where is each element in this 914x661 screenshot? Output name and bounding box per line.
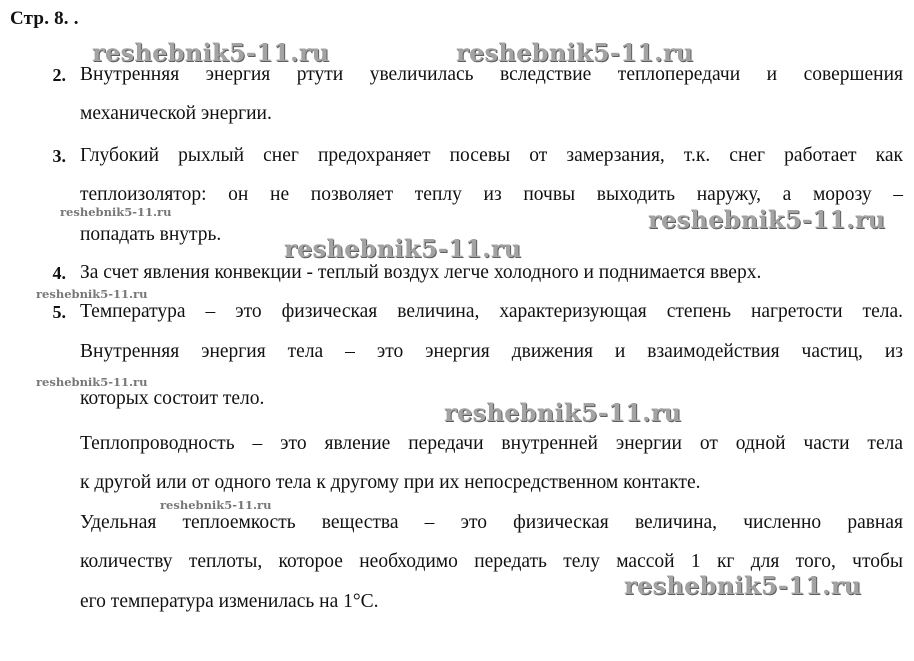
item-line: механической энергии. xyxy=(80,103,272,124)
watermark-large: reshebnik5-11.ru xyxy=(624,571,862,600)
item-line: количеству теплоты, которое необходимо передать телу массой 1 кг для того, чтобы xyxy=(80,551,903,572)
watermark-large: reshebnik5-11.ru xyxy=(456,38,694,67)
item-line: которых состоит тело. xyxy=(80,388,265,409)
watermark-small: reshebnik5-11.ru xyxy=(60,205,172,219)
item-line: теплоизолятор: он не позволяет теплу из почвы выходить наружу, а морозу – xyxy=(80,184,903,205)
watermark-small: reshebnik5-11.ru xyxy=(36,375,148,389)
item-line: к другой или от одного тела к другому при их непосредственном контакте. xyxy=(80,472,701,493)
item-line: Температура – это физическая величина, характеризующая степень нагретости тела. xyxy=(80,301,903,322)
watermark-small: reshebnik5-11.ru xyxy=(160,498,272,512)
item-line: Удельная теплоемкость вещества – это физическая величина, численно равная xyxy=(80,512,903,533)
watermark-large: reshebnik5-11.ru xyxy=(648,205,886,234)
item-line: За счет явления конвекции - теплый воздух легче холодного и поднимается вверх. xyxy=(80,262,762,283)
item-number: 3. xyxy=(52,146,66,166)
page-header: Стр. 8. . xyxy=(10,8,79,29)
item-line: Внутренняя энергия ртути увеличилась вследствие теплопередачи и совершения xyxy=(80,64,903,85)
item-line: Внутренняя энергия тела – это энергия движения и взаимодействия частиц, из xyxy=(80,341,903,362)
watermark-small: reshebnik5-11.ru xyxy=(36,287,148,301)
item-line: попадать внутрь. xyxy=(80,224,222,245)
item-line: Глубокий рыхлый снег предохраняет посевы от замерзания, т.к. снег работает как xyxy=(80,145,903,166)
item-line: его температура изменилась на 1°С. xyxy=(80,591,379,612)
item-number: 5. xyxy=(52,302,66,322)
item-line: Теплопроводность – это явление передачи внутренней энергии от одной части тела xyxy=(80,433,903,454)
item-number: 2. xyxy=(52,65,66,85)
watermark-large: reshebnik5-11.ru xyxy=(92,38,330,67)
item-number: 4. xyxy=(52,263,66,283)
watermark-large: reshebnik5-11.ru xyxy=(284,234,522,263)
watermark-large: reshebnik5-11.ru xyxy=(444,398,682,427)
